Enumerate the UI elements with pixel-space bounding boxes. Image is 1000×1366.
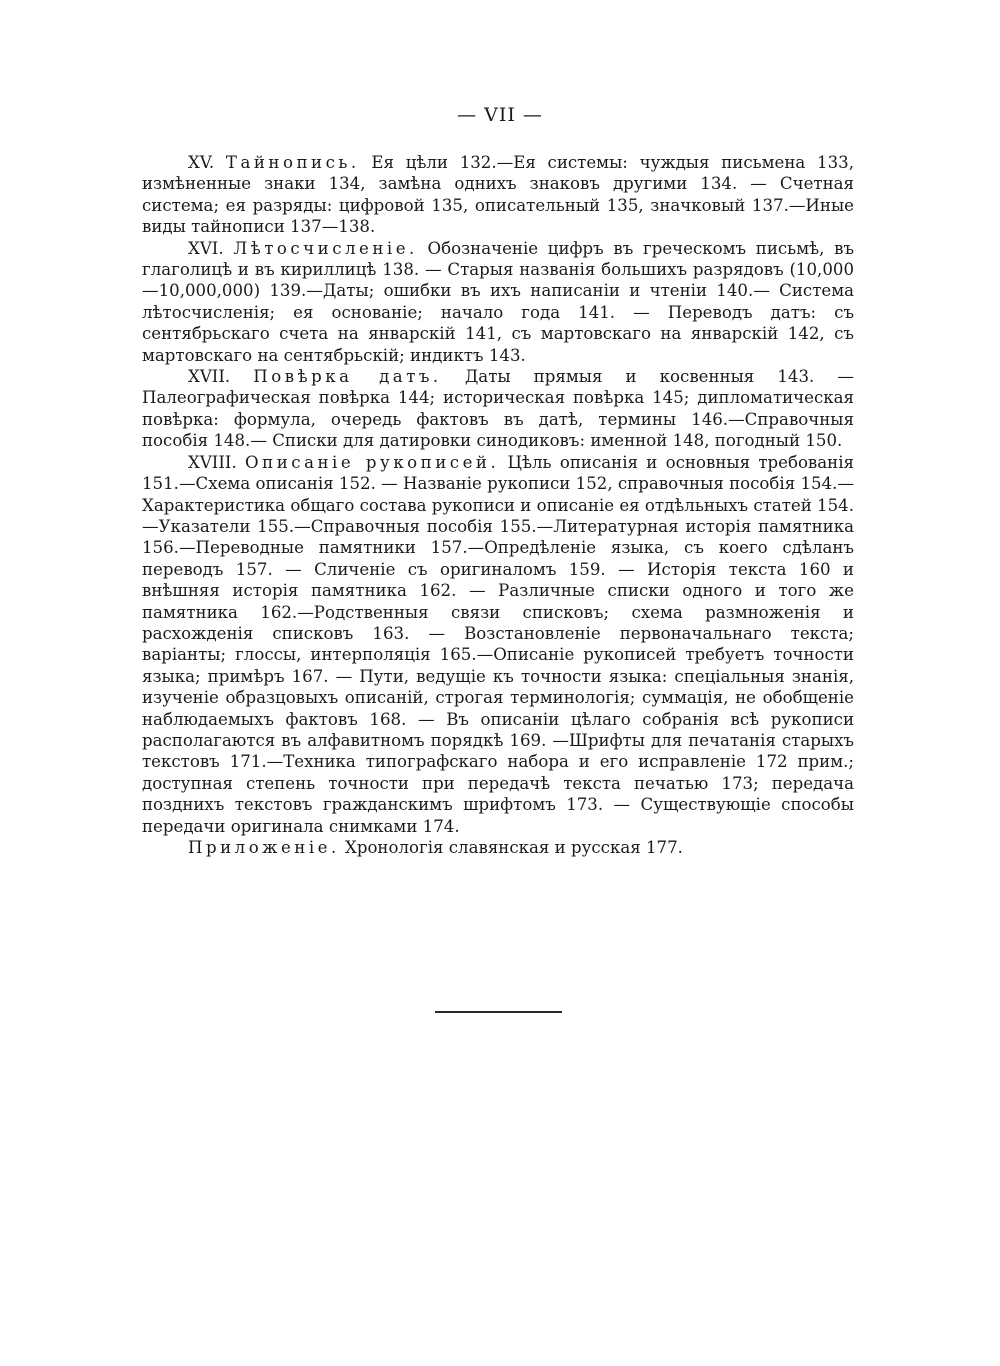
section-numeral: XVIII.: [188, 452, 237, 472]
section-heading: Лѣтосчисленіе.: [233, 238, 418, 258]
section-text: Ея цѣли 132.—Ея системы: чуждыя письмена 133, измѣненные знаки 134, замѣна однихъ знаковъ другими 134. — Счетная система; ея разряды: цифровой 135, описательный 135, значковый 137.—Иные виды тайнописи 137—138.: [142, 153, 854, 237]
section-heading: Приложеніе.: [188, 838, 340, 857]
section-text: Обозначеніе цифръ въ греческомъ письмѣ, въ глаголицѣ и въ кириллицѣ 138. — Старыя названія большихъ разрядовъ (10,000—10,000,000) 139.—Даты; ошибки въ ихъ написаніи и чтеніи 140.— Система лѣтосчисленія; ея основаніе; начало года 141. — Переводъ датъ: съ сентябрьскаго счета на январскій 141, съ мартовскаго на январскій 142, съ мартовскаго на сентябрьскій; индиктъ 143.: [142, 238, 855, 365]
table-of-contents: [142, 152, 854, 858]
section-numeral: XVII.: [188, 367, 231, 387]
end-rule: [435, 1011, 562, 1013]
section-text: Хронологія славянская и русская 177.: [339, 838, 683, 857]
section-xv: [142, 152, 854, 238]
section-xviii: [142, 452, 854, 837]
section-xvi: [142, 238, 854, 366]
section-heading: Тайнопись.: [225, 153, 360, 172]
section-xvii: [142, 366, 854, 452]
section-heading: Повѣрка датъ.: [253, 367, 442, 387]
section-numeral: XVI.: [188, 238, 224, 258]
section-numeral: XV.: [188, 153, 215, 172]
section-text: Даты прямыя и косвенныя 143. — Палеографическая повѣрка 144; историческая повѣрка 145; дипломатическая повѣрка: формула, очередь фактовъ въ датѣ, термины 146.—Справочныя пособія 148.— Списки для датировки синодиковъ: именной 148, погодный 150.: [142, 367, 855, 451]
section-appendix: [142, 837, 854, 858]
section-heading: Описаніе рукописей.: [245, 452, 500, 472]
section-text: Цѣль описанія и основныя требованія 151.—Схема описанія 152. — Названіе рукописи 152, справочныя пособія 154.—Характеристика общаго состава рукописи и описаніе ея отдѣльныхъ статей 154.—Указатели 155.—Справочныя пособія 155.—Литературная исторія памятника 156.—Переводные памятники 157.—Опредѣленіе языка, съ коего сдѣланъ переводъ 157. — Сличеніе съ оригиналомъ 159. — Исторія текста 160 и внѣшняя исторія памятника 162. — Различные списки одного и того же памятника 162.—Родственныя связи списковъ; схема размноженія и расхожденія списковъ 163. — Возстановленіе первоначальнаго текста; варіанты; глоссы, интерполяція 165.—Описаніе рукописей требуетъ точности языка; примѣръ 167. — Пути, ведущіе къ точности языка: спеціальныя знанія, изученіе образцовыхъ описаній, строгая терминологія; суммація, не обобщеніе наблюдаемыхъ фактовъ 168. — Въ описаніи цѣлаго собранія всѣ рукописи располагаются въ алфавитномъ порядкѣ 169. —Шрифты для печатанія старыхъ текстовъ 171.—Техника типографскаго набора и его исправленіе 172 прим.; доступная степень точности при передачѣ текста печатью 173; передача позднихъ текстовъ гражданскимъ шрифтомъ 173. — Существующіе способы передачи оригинала снимками 174.: [142, 452, 855, 836]
page-number: — VII —: [457, 104, 543, 126]
